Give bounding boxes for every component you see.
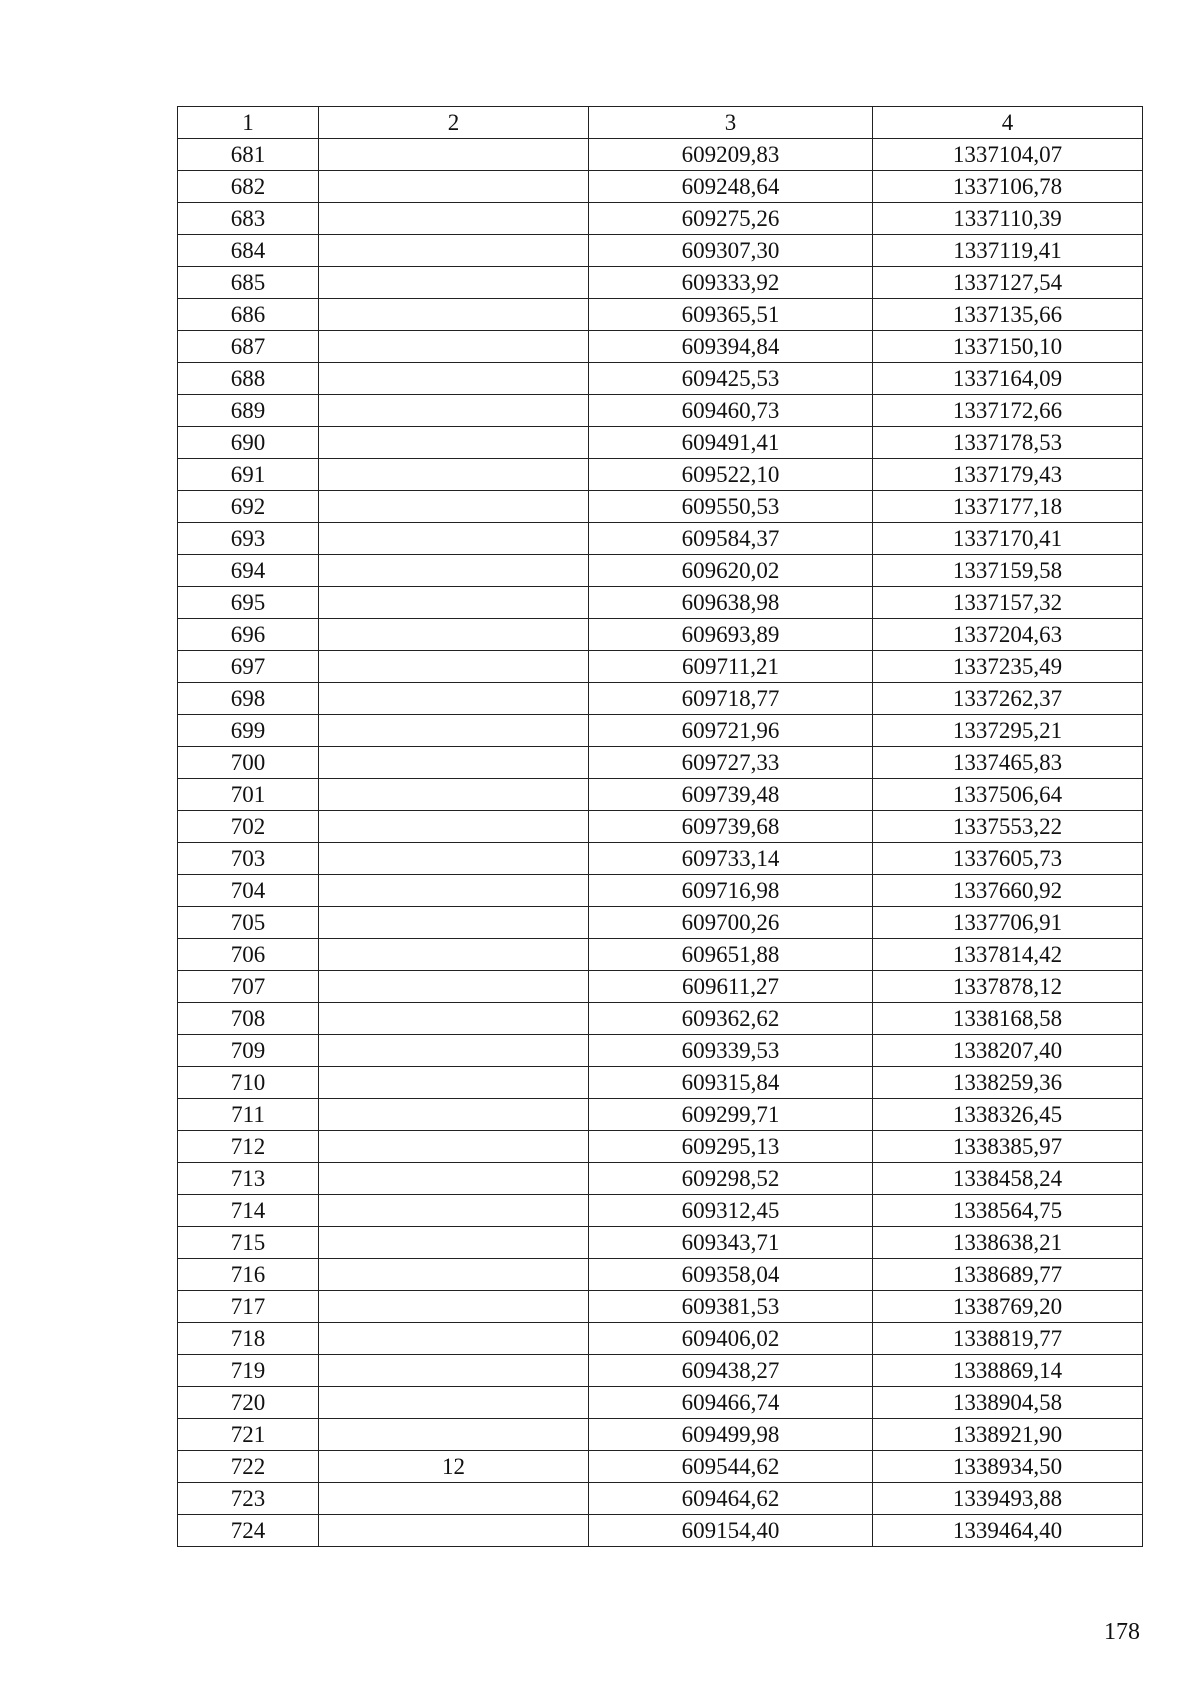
- column-2-cell: [319, 907, 589, 939]
- point-number-cell: 715: [178, 1227, 319, 1259]
- y-coordinate-cell: 1337170,41: [873, 523, 1143, 555]
- table-header-row: [178, 107, 1143, 139]
- y-coordinate-cell: 1338934,50: [873, 1451, 1143, 1483]
- x-coordinate-cell: 609315,84: [589, 1067, 873, 1099]
- x-coordinate-cell: 609584,37: [589, 523, 873, 555]
- table-row: [178, 203, 1143, 235]
- y-coordinate-cell: 1337172,66: [873, 395, 1143, 427]
- y-coordinate-cell: 1337150,10: [873, 331, 1143, 363]
- table-row: [178, 1035, 1143, 1067]
- point-number-cell: 690: [178, 427, 319, 459]
- x-coordinate-cell: 609711,21: [589, 651, 873, 683]
- column-2-cell: [319, 811, 589, 843]
- x-coordinate-cell: 609209,83: [589, 139, 873, 171]
- x-coordinate-cell: 609339,53: [589, 1035, 873, 1067]
- table-row: [178, 1451, 1143, 1483]
- point-number-cell: 686: [178, 299, 319, 331]
- y-coordinate-cell: 1338689,77: [873, 1259, 1143, 1291]
- table-row: [178, 1227, 1143, 1259]
- table-row: [178, 939, 1143, 971]
- column-2-cell: [319, 523, 589, 555]
- x-coordinate-cell: 609727,33: [589, 747, 873, 779]
- x-coordinate-cell: 609464,62: [589, 1483, 873, 1515]
- x-coordinate-cell: 609312,45: [589, 1195, 873, 1227]
- table-row: [178, 651, 1143, 683]
- point-number-cell: 701: [178, 779, 319, 811]
- y-coordinate-cell: 1337235,49: [873, 651, 1143, 683]
- table-row: [178, 1259, 1143, 1291]
- column-header-4: 4: [873, 107, 1143, 139]
- y-coordinate-cell: 1337106,78: [873, 171, 1143, 203]
- column-2-cell: [319, 427, 589, 459]
- column-2-cell: [319, 1003, 589, 1035]
- table-row: [178, 1195, 1143, 1227]
- table-row: [178, 1131, 1143, 1163]
- y-coordinate-cell: 1338869,14: [873, 1355, 1143, 1387]
- x-coordinate-cell: 609693,89: [589, 619, 873, 651]
- table-row: [178, 491, 1143, 523]
- point-number-cell: 695: [178, 587, 319, 619]
- point-number-cell: 683: [178, 203, 319, 235]
- point-number-cell: 722: [178, 1451, 319, 1483]
- column-2-cell: [319, 1131, 589, 1163]
- x-coordinate-cell: 609425,53: [589, 363, 873, 395]
- y-coordinate-cell: 1338638,21: [873, 1227, 1143, 1259]
- table-row: [178, 811, 1143, 843]
- column-2-cell: [319, 619, 589, 651]
- column-2-cell: [319, 267, 589, 299]
- column-header-3: 3: [589, 107, 873, 139]
- y-coordinate-cell: 1337159,58: [873, 555, 1143, 587]
- x-coordinate-cell: 609491,41: [589, 427, 873, 459]
- y-coordinate-cell: 1338326,45: [873, 1099, 1143, 1131]
- y-coordinate-cell: 1337119,41: [873, 235, 1143, 267]
- table-row: [178, 971, 1143, 1003]
- x-coordinate-cell: 609733,14: [589, 843, 873, 875]
- table-row: [178, 1355, 1143, 1387]
- point-number-cell: 719: [178, 1355, 319, 1387]
- y-coordinate-cell: 1337135,66: [873, 299, 1143, 331]
- column-2-cell: [319, 1515, 589, 1547]
- y-coordinate-cell: 1337553,22: [873, 811, 1143, 843]
- x-coordinate-cell: 609298,52: [589, 1163, 873, 1195]
- table-row: [178, 459, 1143, 491]
- x-coordinate-cell: 609343,71: [589, 1227, 873, 1259]
- point-number-cell: 723: [178, 1483, 319, 1515]
- point-number-cell: 717: [178, 1291, 319, 1323]
- column-2-cell: [319, 875, 589, 907]
- page-number: 178: [1104, 1619, 1140, 1645]
- x-coordinate-cell: 609544,62: [589, 1451, 873, 1483]
- y-coordinate-cell: 1338259,36: [873, 1067, 1143, 1099]
- x-coordinate-cell: 609739,68: [589, 811, 873, 843]
- point-number-cell: 705: [178, 907, 319, 939]
- point-number-cell: 682: [178, 171, 319, 203]
- table-row: [178, 1515, 1143, 1547]
- point-number-cell: 696: [178, 619, 319, 651]
- y-coordinate-cell: 1337465,83: [873, 747, 1143, 779]
- x-coordinate-cell: 609154,40: [589, 1515, 873, 1547]
- point-number-cell: 681: [178, 139, 319, 171]
- y-coordinate-cell: 1337878,12: [873, 971, 1143, 1003]
- column-2-cell: [319, 651, 589, 683]
- table-row: [178, 139, 1143, 171]
- point-number-cell: 687: [178, 331, 319, 363]
- column-2-cell: [319, 555, 589, 587]
- point-number-cell: 704: [178, 875, 319, 907]
- table-row: [178, 619, 1143, 651]
- table-row: [178, 875, 1143, 907]
- column-2-cell: [319, 1227, 589, 1259]
- y-coordinate-cell: 1337164,09: [873, 363, 1143, 395]
- x-coordinate-cell: 609365,51: [589, 299, 873, 331]
- column-2-cell: [319, 715, 589, 747]
- table-row: [178, 907, 1143, 939]
- column-2-cell: [319, 459, 589, 491]
- y-coordinate-cell: 1338904,58: [873, 1387, 1143, 1419]
- point-number-cell: 689: [178, 395, 319, 427]
- y-coordinate-cell: 1337814,42: [873, 939, 1143, 971]
- table-row: [178, 843, 1143, 875]
- column-2-cell: [319, 747, 589, 779]
- column-2-cell: [319, 939, 589, 971]
- x-coordinate-cell: 609721,96: [589, 715, 873, 747]
- y-coordinate-cell: 1338769,20: [873, 1291, 1143, 1323]
- column-2-cell: [319, 1259, 589, 1291]
- x-coordinate-cell: 609638,98: [589, 587, 873, 619]
- x-coordinate-cell: 609406,02: [589, 1323, 873, 1355]
- column-2-cell: [319, 203, 589, 235]
- column-header-1: 1: [178, 107, 319, 139]
- column-2-cell: [319, 1387, 589, 1419]
- point-number-cell: 710: [178, 1067, 319, 1099]
- y-coordinate-cell: 1337177,18: [873, 491, 1143, 523]
- x-coordinate-cell: 609499,98: [589, 1419, 873, 1451]
- point-number-cell: 716: [178, 1259, 319, 1291]
- column-2-cell: [319, 1067, 589, 1099]
- x-coordinate-cell: 609299,71: [589, 1099, 873, 1131]
- x-coordinate-cell: 609295,13: [589, 1131, 873, 1163]
- x-coordinate-cell: 609718,77: [589, 683, 873, 715]
- coordinates-table: [177, 106, 1143, 1547]
- column-2-cell: [319, 363, 589, 395]
- point-number-cell: 694: [178, 555, 319, 587]
- y-coordinate-cell: 1339493,88: [873, 1483, 1143, 1515]
- x-coordinate-cell: 609460,73: [589, 395, 873, 427]
- x-coordinate-cell: 609716,98: [589, 875, 873, 907]
- y-coordinate-cell: 1337157,32: [873, 587, 1143, 619]
- column-2-cell: [319, 1419, 589, 1451]
- y-coordinate-cell: 1337605,73: [873, 843, 1143, 875]
- point-number-cell: 706: [178, 939, 319, 971]
- y-coordinate-cell: 1337178,53: [873, 427, 1143, 459]
- y-coordinate-cell: 1337127,54: [873, 267, 1143, 299]
- table-row: [178, 1067, 1143, 1099]
- y-coordinate-cell: 1337110,39: [873, 203, 1143, 235]
- x-coordinate-cell: 609550,53: [589, 491, 873, 523]
- table-body: [178, 139, 1143, 1547]
- table-row: [178, 1099, 1143, 1131]
- table-row: [178, 395, 1143, 427]
- column-2-cell: [319, 1035, 589, 1067]
- table-row: [178, 171, 1143, 203]
- point-number-cell: 697: [178, 651, 319, 683]
- y-coordinate-cell: 1337179,43: [873, 459, 1143, 491]
- x-coordinate-cell: 609651,88: [589, 939, 873, 971]
- column-2-cell: [319, 1483, 589, 1515]
- point-number-cell: 698: [178, 683, 319, 715]
- column-2-cell: [319, 299, 589, 331]
- table-row: [178, 267, 1143, 299]
- column-2-cell: [319, 1291, 589, 1323]
- table-row: [178, 1291, 1143, 1323]
- point-number-cell: 702: [178, 811, 319, 843]
- y-coordinate-cell: 1338207,40: [873, 1035, 1143, 1067]
- point-number-cell: 711: [178, 1099, 319, 1131]
- column-2-cell: [319, 843, 589, 875]
- x-coordinate-cell: 609394,84: [589, 331, 873, 363]
- table-row: [178, 363, 1143, 395]
- point-number-cell: 707: [178, 971, 319, 1003]
- x-coordinate-cell: 609275,26: [589, 203, 873, 235]
- column-2-cell: [319, 1099, 589, 1131]
- point-number-cell: 688: [178, 363, 319, 395]
- x-coordinate-cell: 609522,10: [589, 459, 873, 491]
- point-number-cell: 692: [178, 491, 319, 523]
- y-coordinate-cell: 1338921,90: [873, 1419, 1143, 1451]
- y-coordinate-cell: 1337104,07: [873, 139, 1143, 171]
- table-row: [178, 683, 1143, 715]
- point-number-cell: 684: [178, 235, 319, 267]
- x-coordinate-cell: 609739,48: [589, 779, 873, 811]
- column-2-cell: [319, 1355, 589, 1387]
- table-row: [178, 715, 1143, 747]
- table-row: [178, 235, 1143, 267]
- y-coordinate-cell: 1338168,58: [873, 1003, 1143, 1035]
- y-coordinate-cell: 1337706,91: [873, 907, 1143, 939]
- column-2-cell: [319, 587, 589, 619]
- column-2-cell: [319, 139, 589, 171]
- column-2-cell: [319, 491, 589, 523]
- table-row: [178, 299, 1143, 331]
- x-coordinate-cell: 609611,27: [589, 971, 873, 1003]
- point-number-cell: 712: [178, 1131, 319, 1163]
- point-number-cell: 713: [178, 1163, 319, 1195]
- y-coordinate-cell: 1338564,75: [873, 1195, 1143, 1227]
- table-row: [178, 1163, 1143, 1195]
- y-coordinate-cell: 1337660,92: [873, 875, 1143, 907]
- column-2-cell: [319, 235, 589, 267]
- x-coordinate-cell: 609248,64: [589, 171, 873, 203]
- column-2-cell: [319, 1163, 589, 1195]
- table-row: [178, 1387, 1143, 1419]
- table-row: [178, 587, 1143, 619]
- point-number-cell: 721: [178, 1419, 319, 1451]
- x-coordinate-cell: 609466,74: [589, 1387, 873, 1419]
- table-row: [178, 555, 1143, 587]
- point-number-cell: 699: [178, 715, 319, 747]
- y-coordinate-cell: 1339464,40: [873, 1515, 1143, 1547]
- table-row: [178, 427, 1143, 459]
- y-coordinate-cell: 1338385,97: [873, 1131, 1143, 1163]
- point-number-cell: 703: [178, 843, 319, 875]
- column-header-2: 2: [319, 107, 589, 139]
- table-row: [178, 779, 1143, 811]
- table-row: [178, 747, 1143, 779]
- table-row: [178, 1419, 1143, 1451]
- column-2-cell: [319, 971, 589, 1003]
- x-coordinate-cell: 609438,27: [589, 1355, 873, 1387]
- y-coordinate-cell: 1338458,24: [873, 1163, 1143, 1195]
- point-number-cell: 700: [178, 747, 319, 779]
- column-2-cell: [319, 779, 589, 811]
- column-2-cell: 12: [319, 1451, 589, 1483]
- y-coordinate-cell: 1337204,63: [873, 619, 1143, 651]
- column-2-cell: [319, 1323, 589, 1355]
- x-coordinate-cell: 609381,53: [589, 1291, 873, 1323]
- point-number-cell: 709: [178, 1035, 319, 1067]
- x-coordinate-cell: 609307,30: [589, 235, 873, 267]
- y-coordinate-cell: 1337295,21: [873, 715, 1143, 747]
- column-2-cell: [319, 331, 589, 363]
- table-row: [178, 331, 1143, 363]
- column-2-cell: [319, 683, 589, 715]
- table-row: [178, 1483, 1143, 1515]
- column-2-cell: [319, 171, 589, 203]
- point-number-cell: 708: [178, 1003, 319, 1035]
- x-coordinate-cell: 609700,26: [589, 907, 873, 939]
- y-coordinate-cell: 1338819,77: [873, 1323, 1143, 1355]
- y-coordinate-cell: 1337262,37: [873, 683, 1143, 715]
- x-coordinate-cell: 609620,02: [589, 555, 873, 587]
- column-2-cell: [319, 395, 589, 427]
- point-number-cell: 691: [178, 459, 319, 491]
- point-number-cell: 724: [178, 1515, 319, 1547]
- table-row: [178, 1003, 1143, 1035]
- y-coordinate-cell: 1337506,64: [873, 779, 1143, 811]
- point-number-cell: 693: [178, 523, 319, 555]
- table-row: [178, 1323, 1143, 1355]
- point-number-cell: 685: [178, 267, 319, 299]
- x-coordinate-cell: 609333,92: [589, 267, 873, 299]
- table-row: [178, 523, 1143, 555]
- point-number-cell: 714: [178, 1195, 319, 1227]
- x-coordinate-cell: 609358,04: [589, 1259, 873, 1291]
- column-2-cell: [319, 1195, 589, 1227]
- point-number-cell: 720: [178, 1387, 319, 1419]
- x-coordinate-cell: 609362,62: [589, 1003, 873, 1035]
- point-number-cell: 718: [178, 1323, 319, 1355]
